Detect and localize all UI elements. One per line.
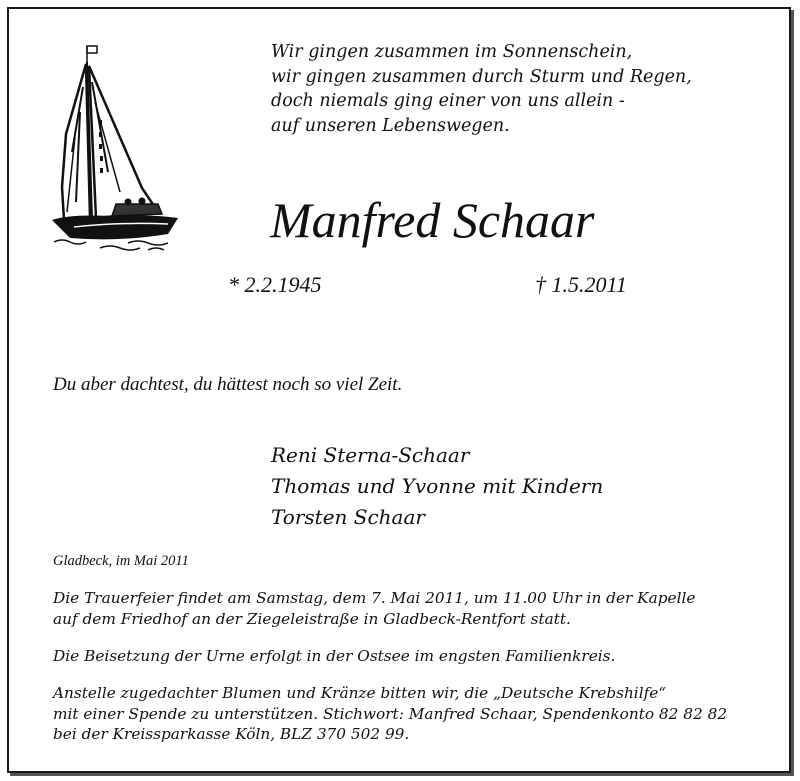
donation-notice-line: mit einer Spende zu unterstützen. Stichwort: Manfred Schaar, Spendenkonto 82 82 82	[53, 704, 728, 723]
death-date: † 1.5.2011	[535, 272, 627, 297]
mourner-name: Thomas und Yvonne mit Kindern	[271, 474, 604, 498]
burial-notice-line: Die Beisetzung der Urne erfolgt in der Ostsee im engsten Familienkreis.	[53, 647, 616, 665]
funeral-notice-line: Die Trauerfeier findet am Samstag, dem 7. Mai 2011, um 11.00 Uhr in der Kapelle	[53, 589, 696, 607]
donation-notice-line: Anstelle zugedachter Blumen und Kränze bitten wir, die „Deutsche Krebshilfe“	[53, 684, 667, 702]
mourner-name: Reni Sterna-Schaar	[271, 443, 470, 467]
donation-notice	[53, 683, 727, 745]
quote: Du aber dachtest, du hättest noch so viel Zeit.	[53, 374, 403, 395]
mourner-name: Torsten Schaar	[271, 505, 425, 529]
poem-line: doch niemals ging einer von uns allein -	[271, 91, 625, 111]
sailboat-icon	[50, 42, 185, 254]
poem-line: Wir gingen zusammen im Sonnenschein,	[271, 42, 633, 62]
birth-date: * 2.2.1945	[228, 272, 322, 297]
funeral-notice-line: auf dem Friedhof an der Ziegeleistraße in Gladbeck-Rentfort statt.	[53, 609, 571, 628]
poem-line: auf unseren Lebenswegen.	[271, 115, 510, 136]
mourners-list	[271, 440, 603, 533]
deceased-name: Manfred Schaar	[270, 192, 595, 248]
funeral-notice	[53, 588, 695, 629]
poem	[271, 40, 692, 138]
place-date: Gladbeck, im Mai 2011	[53, 553, 189, 569]
burial-notice	[53, 646, 615, 667]
poem-line: wir gingen zusammen durch Sturm und Regen,	[271, 66, 692, 87]
donation-notice-line: bei der Kreissparkasse Köln, BLZ 370 502 99.	[53, 725, 410, 743]
